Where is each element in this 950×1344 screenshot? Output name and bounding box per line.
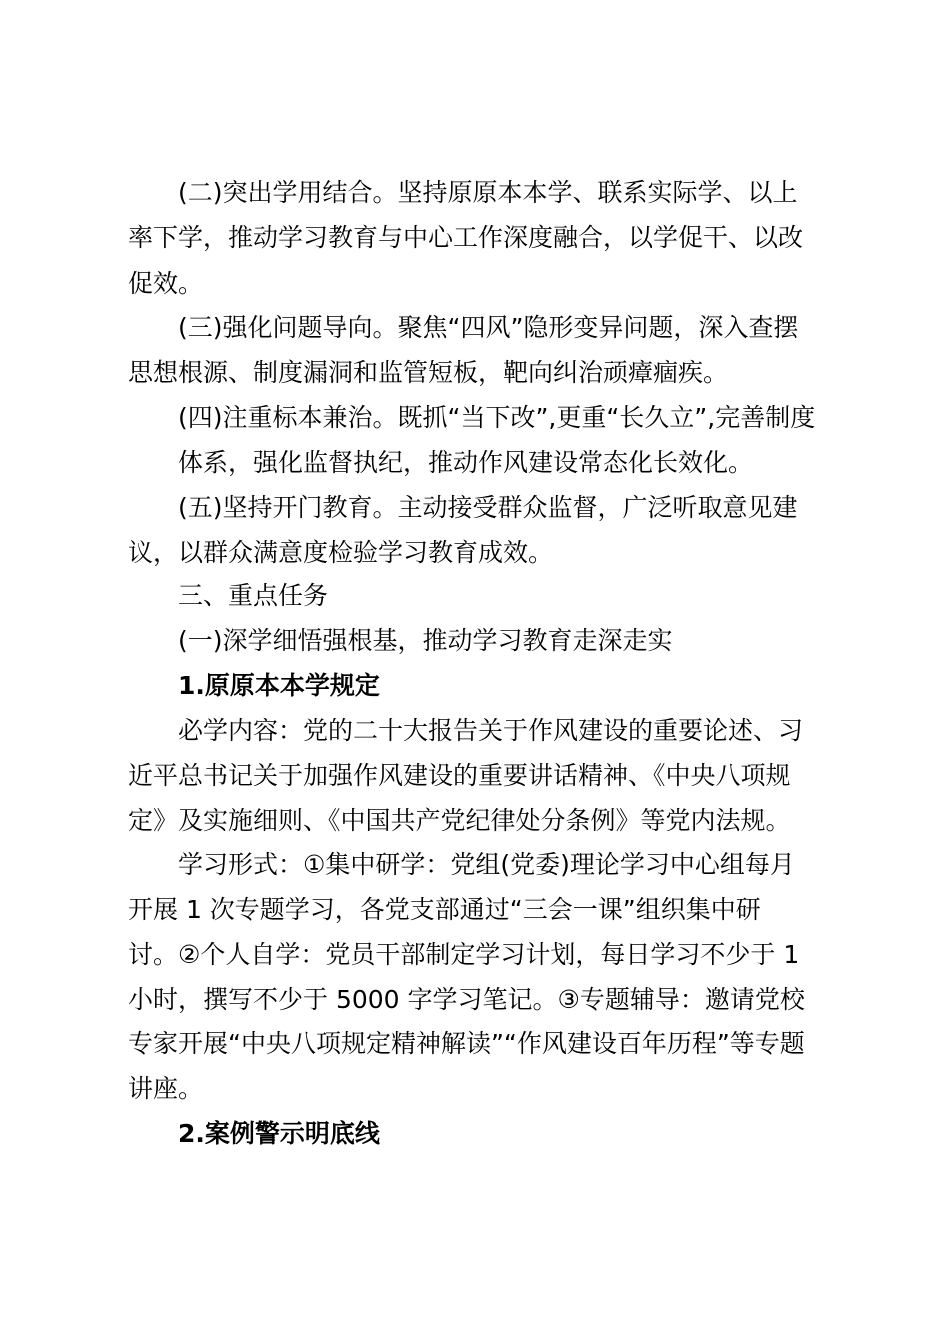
paragraph-line: 讲座。: [128, 1074, 204, 1103]
paragraph-line: 率下学，推动学习教育与中心工作深度融合，以学促干、以改: [128, 223, 804, 252]
paragraph-line: 议，以群众满意度检验学习教育成效。: [128, 538, 554, 567]
paragraph-line: (五)坚持开门教育。主动接受群众监督，广泛听取意见建: [178, 493, 798, 522]
paragraph-line: (四)注重标本兼治。既抓“当下改”,更重“长久立”,完善制度: [178, 403, 816, 432]
paragraph-line: 专家开展“中央八项规定精神解读”“作风建设百年历程”等专题: [128, 1029, 805, 1058]
paragraph-line: 讨。②个人自学：党员干部制定学习计划，每日学习不少于 1: [128, 940, 800, 969]
paragraph-line: 学习形式：①集中研学：党组(党委)理论学习中心组每月: [178, 850, 795, 879]
paragraph-line: 促效。: [128, 269, 204, 298]
subsection-heading: (一)深学细悟强根基，推动学习教育走深走实: [178, 626, 673, 655]
item-heading: 2.案例警示明底线: [178, 1119, 380, 1148]
paragraph-line: 开展 1 次专题学习，各党支部通过“三会一课”组织集中研: [128, 895, 761, 924]
paragraph-line: (三)强化问题导向。聚焦“四风”隐形变异问题，深入查摆: [178, 313, 799, 342]
paragraph-line: 定》及实施细则、《中国共产党纪律处分条例》等党内法规。: [128, 806, 791, 835]
paragraph-line: (二)突出学用结合。坚持原原本本学、联系实际学、以上: [178, 178, 798, 207]
paragraph-line: 体系，强化监督执纪，推动作风建设常态化长效化。: [178, 448, 754, 477]
paragraph-line: 近平总书记关于加强作风建设的重要讲话精神、《中央八项规: [128, 761, 791, 790]
section-heading: 三、重点任务: [178, 581, 329, 610]
item-heading: 1.原原本本学规定: [178, 671, 380, 700]
paragraph-line: 小时，撰写不少于 5000 字学习笔记。③专题辅导：邀请党校: [128, 985, 805, 1014]
paragraph-line: 思想根源、制度漏洞和监管短板，靶向纠治顽瘴痼疾。: [128, 358, 729, 387]
paragraph-line: 必学内容：党的二十大报告关于作风建设的重要论述、习: [178, 716, 804, 745]
